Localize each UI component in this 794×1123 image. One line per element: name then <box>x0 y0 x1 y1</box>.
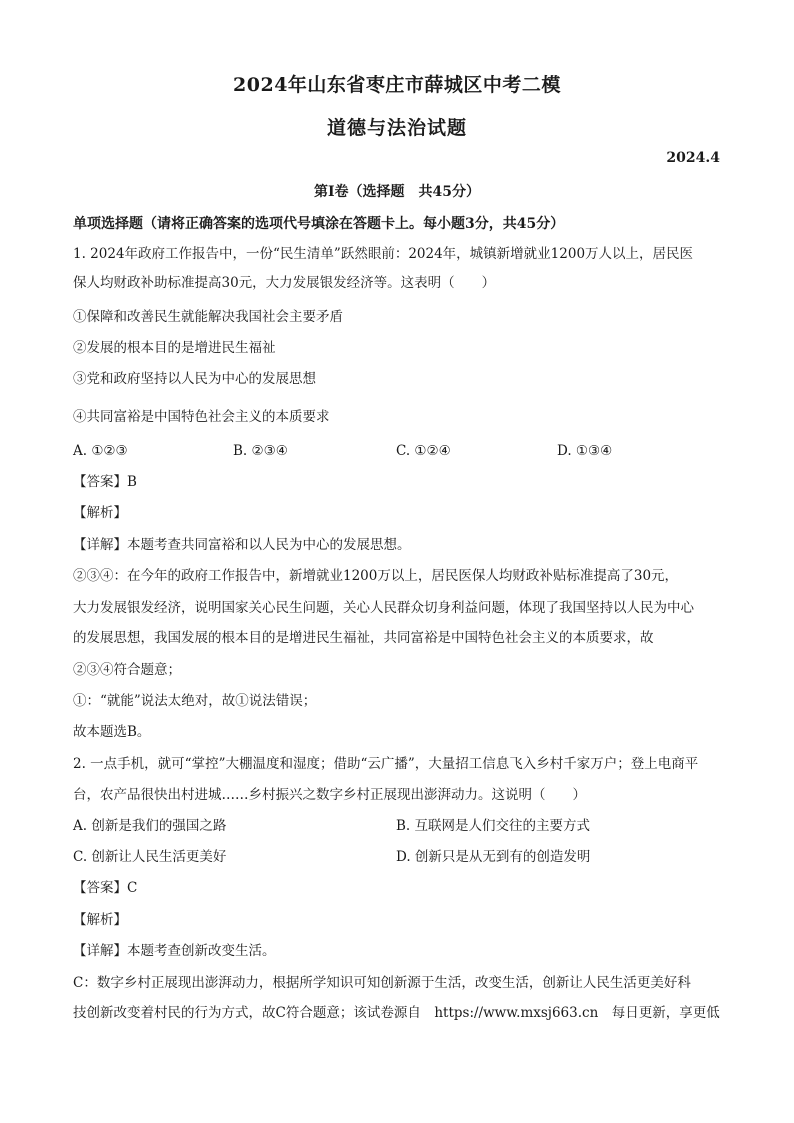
q2-option-a: A. 创新是我们的强国之路 <box>73 818 227 834</box>
q1-analysis-label: 【解析】 <box>73 505 127 521</box>
q1-detail: 【详解】本题考查共同富裕和以人民为中心的发展思想。 <box>73 537 411 553</box>
q2-detail: 【详解】本题考查创新改变生活。 <box>73 943 276 959</box>
q1-stem-line1: 1. 2024年政府工作报告中，一份“民生清单”跃然眼前：2024年，城镇新增就业1200万人以上，居民医 <box>73 246 694 262</box>
q1-explain-5: ①：“就能”说法太绝对，故①说法错误； <box>73 693 317 709</box>
q1-option-d: D. ①③④ <box>557 443 613 459</box>
q2-analysis-label: 【解析】 <box>73 912 127 928</box>
q2-explain-1: C：数字乡村正展现出澎湃动力，根据所学知识可知创新源于生活，改变生活，创新让人民生活更美好科 <box>73 975 691 991</box>
q2-stem-line2: 台，农产品很快出村进城……乡村振兴之数字乡村正展现出澎湃动力。这说明（ ） <box>73 787 586 803</box>
instruction: 单项选择题（请将正确答案的选项代号填涂在答题卡上。每小题3分，共45分） <box>73 216 565 232</box>
q1-option-b: B. ②③④ <box>233 443 288 459</box>
q1-item-2: ②发展的根本目的是增进民生福祉 <box>73 340 276 356</box>
q1-explain-6: 故本题选B。 <box>73 724 151 740</box>
q2-answer: 【答案】C <box>73 880 138 896</box>
q1-explain-1: ②③④：在今年的政府工作报告中，新增就业1200万以上，居民医保人均财政补贴标准提高了30元， <box>73 568 679 584</box>
q2-option-d: D. 创新只是从无到有的创造发明 <box>396 849 591 865</box>
q2-stem-line1: 2. 一点手机，就可“掌控”大棚温度和湿度；借助“云广播”，大量招工信息飞入乡村千家万户；登上电商平 <box>73 756 699 772</box>
q1-explain-4: ②③④符合题意； <box>73 662 181 678</box>
subject-title: 道德与法治试题 <box>326 117 467 139</box>
q1-stem-line2: 保人均财政补助标准提高30元，大力发展银发经济等。这表明（ ） <box>73 275 496 291</box>
q1-option-a: A. ①②③ <box>73 443 128 459</box>
section-heading: 第Ⅰ卷（选择题 共45分） <box>313 184 481 200</box>
q1-explain-2: 大力发展银发经济，说明国家关心民生问题，关心人民群众切身利益问题，体现了我国坚持以人民为中心 <box>73 600 694 616</box>
q1-answer: 【答案】B <box>73 474 137 490</box>
q1-explain-3: 的发展思想，我国发展的根本目的是增进民生福祉，共同富裕是中国特色社会主义的本质要求，故 <box>73 630 654 646</box>
q1-item-4: ④共同富裕是中国特色社会主义的本质要求 <box>73 409 330 425</box>
q1-option-c: C. ①②④ <box>396 443 451 459</box>
q1-item-1: ①保障和改善民生就能解决我国社会主要矛盾 <box>73 309 343 325</box>
q2-option-c: C. 创新让人民生活更美好 <box>73 849 227 865</box>
q2-option-b: B. 互联网是人们交往的主要方式 <box>396 818 591 834</box>
q2-explain-2: 技创新改变着村民的行为方式，故C符合题意；该试卷源自 https://www.mxsj663.cn 每日更新，享更低 <box>73 1005 720 1021</box>
exam-date: 2024.4 <box>666 150 720 166</box>
q1-item-3: ③党和政府坚持以人民为中心的发展思想 <box>73 371 316 387</box>
exam-title: 2024年山东省枣庄市薛城区中考二模 <box>233 74 561 96</box>
